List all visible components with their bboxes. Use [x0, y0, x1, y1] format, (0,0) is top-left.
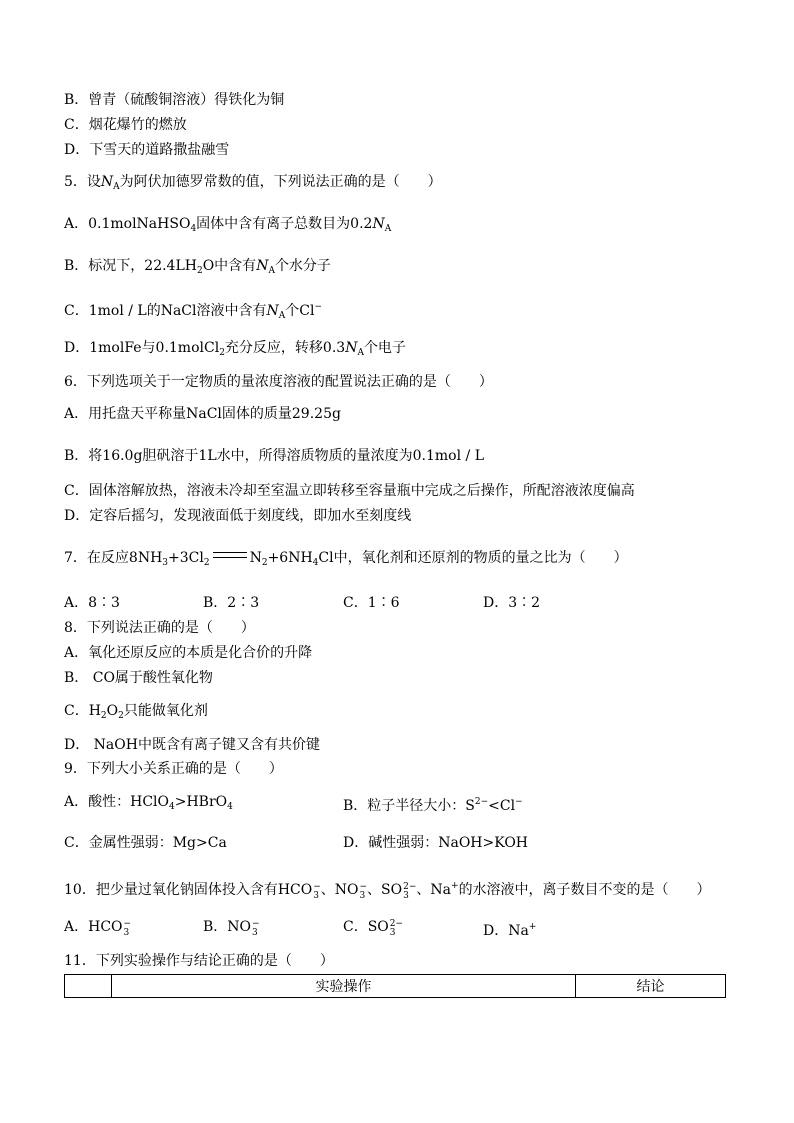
table-header-index [65, 975, 112, 998]
q7-option-d: D．3∶2 [483, 595, 541, 611]
q10-option-c: C．SO 2− 3 [343, 919, 404, 938]
q11-table [64, 974, 726, 998]
q9-option-c: C．金属性强弱：Mg>Ca [64, 835, 227, 851]
table-header-row [65, 975, 726, 998]
q9-option-d: D．碱性强弱：NaOH>KOH [343, 835, 529, 851]
q6-option-d: D．定容后摇匀，发现液面低于刻度线，即加水至刻度线 [64, 508, 412, 524]
q8-option-c: C．$H_2O_2$只能做氧化剂 [64, 703, 208, 721]
reaction-equals-sign [213, 552, 247, 558]
q8-option-a: A．氧化还原反应的本质是化合价的升降 [64, 645, 313, 661]
q6-option-a: A．用托盘天平称量NaCl固体的质量29.25g [64, 406, 341, 422]
q9-option-b: B．粒子半径大小：$S^{2-}<Cl^-$ [343, 797, 523, 814]
q8-option-d: D． NaOH中既含有离子键又含有共价键 [64, 737, 320, 753]
q5-option-d: D．1molFe与0.1molCl$_2$充分反应，转移$0.3N_A$个电子 [64, 340, 406, 358]
q9-stem: 9．下列大小关系正确的是（ ） [64, 761, 283, 777]
q10-option-b: B．NO − 3 [203, 919, 260, 938]
q7-option-c: C．1∶6 [343, 595, 400, 611]
q5-option-a: A．0.1molNaHSO$_4$固体中含有离子总数目为$0.2N_A$ [64, 216, 392, 234]
table-header-operation: 实验操作 [112, 975, 576, 998]
q6-option-c: C．固体溶解放热，溶液未冷却至室温立即转移至容量瓶中完成之后操作，所配溶液浓度偏高 [64, 483, 635, 499]
q6-option-b: B．将16.0g胆矾溶于1L水中，所得溶质物质的量浓度为0.1mol / L [64, 448, 484, 464]
q4-option-b: B．曾青（硫酸铜溶液）得铁化为铜 [64, 92, 285, 108]
q7-stem: 7．在反应$8NH_3+3Cl_2$ $N_2+6NH_4Cl$中，氧化剂和还原剂的物质的量之比为（ ） [64, 550, 628, 568]
q5-option-c: C．1mol / L的NaCl溶液中含有$N_A$个Cl− [64, 302, 323, 321]
q4-option-c: C．烟花爆竹的燃放 [64, 117, 187, 133]
q5-option-b: B．标况下，$22.4LH_2O$中含有$N_A$个水分子 [64, 258, 331, 276]
q4-option-d: D．下雪天的道路撒盐融雪 [64, 142, 230, 158]
q10-option-d: D．Na+ [483, 922, 537, 939]
table-header-conclusion: 结论 [576, 975, 726, 998]
q8-stem: 8．下列说法正确的是（ ） [64, 620, 255, 636]
q7-option-b: B．2∶3 [203, 595, 260, 611]
q6-stem: 6．下列选项关于一定物质的量浓度溶液的配置说法正确的是（ ） [64, 374, 493, 390]
q9-option-a: A．酸性：HClO$_4$>HBrO$_4$ [64, 794, 233, 812]
q10-stem: 10．把少量过氧化钠固体投入含有HCO − 3 、NO − 3 、SO 2− 3 、Na+的水溶液中，离子数目不变的是（ ） [64, 881, 711, 901]
q10-option-a: A．HCO − 3 [64, 919, 132, 938]
q5-stem: 5．设$N_A$为阿伏加德罗常数的值，下列说法正确的是（ ） [64, 174, 442, 192]
q8-option-b: B． CO属于酸性氧化物 [64, 670, 213, 686]
q11-stem: 11．下列实验操作与结论正确的是（ ） [64, 953, 334, 969]
q7-option-a: A．8∶3 [64, 595, 120, 611]
